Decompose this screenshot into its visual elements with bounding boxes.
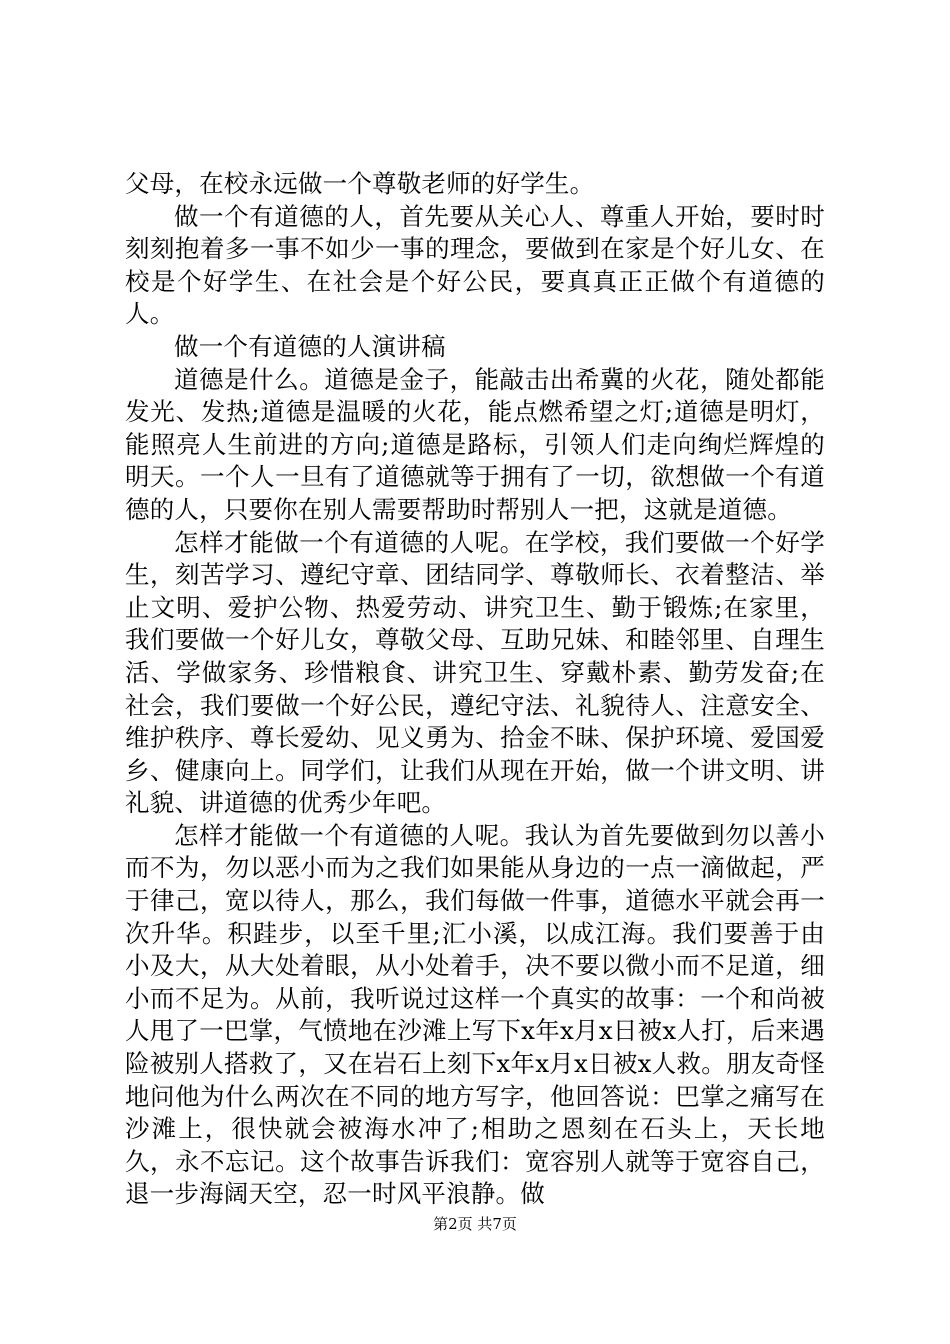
paragraph-continuation: 父母，在校永远做一个尊敬老师的好学生。 [125, 169, 595, 198]
document-body [125, 168, 825, 1211]
section-title: 做一个有道德的人演讲稿 [174, 331, 446, 361]
paragraph: 怎样才能做一个有道德的人呢。我认为首先要做到勿以善小而不为，勿以恶小而为之我们如果能从身边的一点一滴做起，严于律己，宽以待人，那么，我们每做一件事，道德水平就会再一次升华。积跬步，以至千里;汇小溪，以成江海。我们要善于由小及大，从大处着眼，从小处着手，决不要以微小而不足道，细小而不足为。从前，我听说过这样一个真实的故事：一个和尚被人甩了一巴掌，气愤地在沙滩上写下x年x月x日被x人打，后来遇险被别人搭救了，又在岩石上刻下x年x月x日被x人救。朋友奇怪地问他为什么两次在不同的地方写字，他回答说：巴掌之痛写在沙滩上，很快就会被海水冲了;相助之恩刻在石头上，天长地久，永不忘记。这个故事告诉我们：宽容别人就等于宽容自己，退一步海阔天空，忍一时风平浪静。做 [125, 820, 825, 1209]
page-footer: 第2页 共7页 [433, 1215, 517, 1233]
paragraph: 道德是什么。道德是金子，能敲击出希冀的火花，随处都能发光、发热;道德是温暖的火花，能点燃希望之灯;道德是明灯，能照亮人生前进的方向;道德是路标，引领人们走向绚烂辉煌的明天。一个人一旦有了道德就等于拥有了一切，欲想做一个有道德的人，只要你在别人需要帮助时帮别人一把，这就是道德。 [125, 364, 825, 524]
paragraph: 做一个有道德的人，首先要从关心人、尊重人开始，要时时刻刻抱着多一事不如少一事的理念，要做到在家是个好儿女、在校是个好学生、在社会是个好公民，要真真正正做个有道德的人。 [125, 201, 825, 329]
paragraph: 怎样才能做一个有道德的人呢。在学校，我们要做一个好学生，刻苦学习、遵纪守章、团结同学、尊敬师长、衣着整洁、举止文明、爱护公物、热爱劳动、讲究卫生、勤于锻炼;在家里，我们要做一个好儿女，尊敬父母、互助兄妹、和睦邻里、自理生活、学做家务、珍惜粮食、讲究卫生、穿戴朴素、勤劳发奋;在社会，我们要做一个好公民，遵纪守法、礼貌待人、注意安全、维护秩序、尊长爱幼、见义勇为、拾金不昧、保护环境、爱国爱乡、健康向上。同学们，让我们从现在开始，做一个讲文明、讲礼貌、讲道德的优秀少年吧。 [125, 527, 825, 818]
